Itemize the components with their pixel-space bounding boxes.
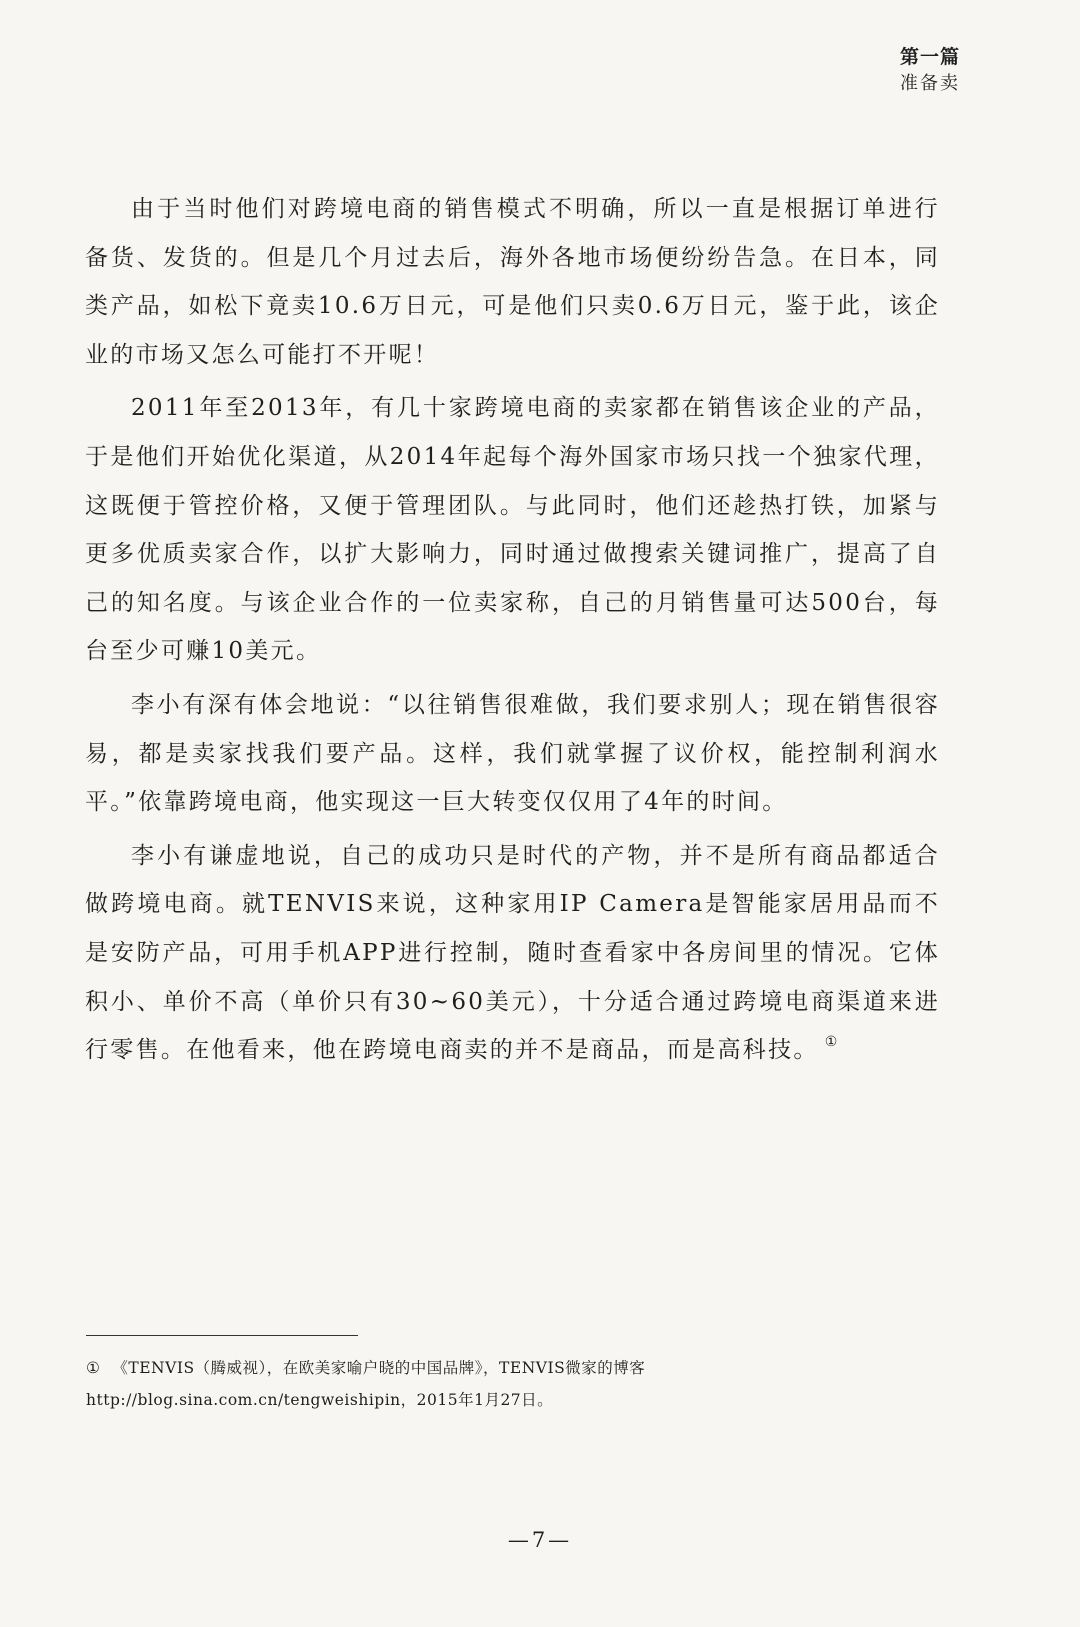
paragraph <box>85 832 940 1075</box>
body-text <box>85 185 940 1080</box>
paragraph: 由于当时他们对跨境电商的销售模式不明确，所以一直是根据订单进行备货、发货的。但是几个月过去后，海外各地市场便纷纷告急。在日本，同类产品，如松下竟卖10.6万日元，可是他们只卖0.6万日元，鉴于此，该企业的市场又怎么可能打不开呢！ <box>85 196 940 368</box>
section-title: 准备卖 <box>900 73 960 94</box>
footnote-reference[interactable]: ① <box>824 1034 838 1051</box>
paragraph-text: 李小有谦虚地说，自己的成功只是时代的产物，并不是所有商品都适合做跨境电商。就TENVIS来说，这种家用IP Camera是智能家居用品而不是安防产品，可用手机APP进行控制，随时查看家中各房间里的情况。它体积小、单价不高（单价只有30~60美元），十分适合通过跨境电商渠道来进行零售。在他看来，他在跨境电商卖的并不是商品，而是高科技。 <box>85 842 940 1064</box>
paragraph: 2011年至2013年，有几十家跨境电商的卖家都在销售该企业的产品，于是他们开始优化渠道，从2014年起每个海外国家市场只找一个独家代理，这既便于管控价格，又便于管理团队。与此同时，他们还趁热打铁，加紧与更多优质卖家合作，以扩大影响力，同时通过做搜索关键词推广，提高了自己的知名度。与该企业合作的一位卖家称，自己的月销售量可达500台，每台至少可赚10美元。 <box>85 395 940 665</box>
footnote <box>86 1352 942 1416</box>
footnote-text: 《TENVIS（腾威视），在欧美家喻户晓的中国品牌》，TENVIS微家的博客http://blog.sina.com.cn/tengweishipin，2015年1月27日。 <box>86 1359 646 1409</box>
paragraph: 李小有深有体会地说：“以往销售很难做，我们要求别人；现在销售很容易，都是卖家找我们要产品。这样，我们就掌握了议价权，能控制利润水平。”依靠跨境电商，他实现这一巨大转变仅仅用了4年的时间。 <box>85 691 940 816</box>
part-title: 第一篇 <box>899 46 960 68</box>
running-header <box>900 44 960 98</box>
page-number: —7— <box>507 1528 573 1552</box>
footnote-mark: ① <box>86 1359 101 1377</box>
footnote-divider <box>86 1335 358 1336</box>
